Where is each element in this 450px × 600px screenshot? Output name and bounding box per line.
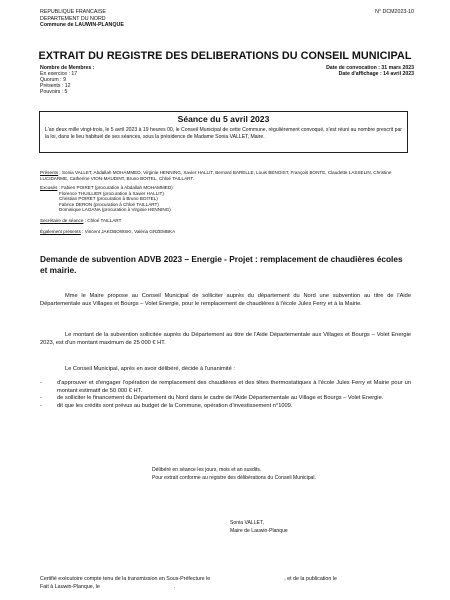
- header-commune: Commune de LAUWIN-PLANQUE: [40, 22, 124, 29]
- signature-role: Maire de Lauwin-Planque: [230, 528, 288, 534]
- egalement-line: [40, 229, 175, 235]
- header-block: [40, 9, 124, 29]
- decision-item: - dit que les crédits sont prévus au budget de la Commune, opération d'investissement n°1009.: [40, 402, 293, 409]
- excuse-item: Fabrice DERON (procuration à Chloé TAILLART): [59, 201, 159, 207]
- convocation-date: Date de convocation : 31 mars 2023: [326, 65, 414, 71]
- presents-label: Présents: [40, 170, 59, 175]
- signature-name: Sonia VALLET,: [230, 520, 264, 526]
- seance-box: [39, 111, 408, 153]
- dash-bullet-icon: -: [40, 402, 42, 409]
- excuse-item: : Fabien POIRET (procuration à Abdallah MOHAMMED): [57, 185, 173, 190]
- deliberation-reference: N° DCM2023-10: [375, 9, 414, 15]
- excuses-block: [40, 185, 173, 213]
- closing-block: [152, 466, 316, 482]
- deliberation-subject: Demande de subvention ADVB 2023 – Energie - Projet : remplacement de chaudières écoles et mairie.: [40, 254, 403, 275]
- header-departement: DEPARTEMENT DU NORD: [40, 15, 106, 22]
- members-exercice: En exercice : 17: [40, 70, 78, 77]
- footer-certification: [40, 576, 420, 592]
- footer-line-2a: Fait à Lauwin-Planque, le: [40, 583, 100, 590]
- egalement-label: Également présents: [40, 229, 81, 234]
- secretaire-line: [40, 218, 121, 224]
- document-title: EXTRAIT DU REGISTRE DES DELIBERATIONS DU CONSEIL MUNICIPAL: [38, 50, 412, 62]
- secretaire-label: Secrétaire de séance: [40, 218, 84, 223]
- members-label: Nombre de Membres :: [40, 65, 95, 71]
- closing-line-1: Délibéré en séance les jours, mois et an susdits.: [152, 467, 262, 473]
- excuse-item: Christian POIRET (procuration à Bruno BOITEL): [59, 196, 158, 202]
- presents-line: [40, 170, 415, 181]
- excuses-label: Excusés: [40, 185, 58, 190]
- members-pouvoirs: Pouvoirs : 5: [40, 88, 68, 95]
- presents-list: : Sonia VALLET, Abdallah MOHAMMED, Virginie HENNING, Xavier HALLIT, Bernard BARELLE, Louis BENOIST, François BONTE, Claudette LASSELIN, Christine LUCIDARME, Catherine VION-MAUDINT, Bruno BOITEL, Chloé TAILLART.: [40, 170, 392, 181]
- signature-block: [230, 519, 288, 535]
- decision-item: - d'approuver et d'engager l'opération de remplacement des chaudières et des têtes thermostatiques à l'école Jules Ferry et Mairie pour un montant estimatif de 50 000 € HT.: [40, 380, 411, 394]
- header-republique: REPUBLIQUE FRANCAISE: [40, 9, 106, 15]
- members-presents: Présents : 12: [40, 82, 71, 89]
- closing-line-2: Pour extrait conforme au registre des délibérations du Conseil Municipal.: [152, 475, 316, 481]
- excuse-item: Florence THUILLIER (procuration à Xavier HALLIT): [59, 190, 164, 196]
- seance-title: Séance du 5 avril 2023: [177, 114, 270, 124]
- excuse-item: Dominique LAGANA (procuration à Virginie HENNING): [59, 207, 171, 213]
- dates-block: [326, 66, 414, 78]
- paragraph-proposal: Mme le Maire propose au Conseil Municipal de solliciter auprès du département du Nord une subvention au titre de l'Aide Départementale aux Villages et Bourgs – Volet Energie, pour le remplacement de chaudières à l'école Jules Ferry et à la Mairie.: [40, 293, 411, 307]
- paragraph-amount: Le montant de la subvention sollicitée auprès du Département au titre de l'Aide Départementale aux Villages et Bourgs – Volet Energie 2023, est d'un montant maximum de 25 000 € HT.: [40, 332, 411, 346]
- paragraph-decision-intro: Le Conseil Municipal, après en avoir délibéré, décide à l'unanimité :: [65, 366, 235, 372]
- decision-list: [40, 380, 411, 410]
- member-counts: [40, 66, 94, 96]
- seance-text: L'an deux mille vingt-trois, le 5 avril 2023 à 19 heures 00, le Conseil Municipal de cette Commune, régulièrement convoqué, s'est réuni au nombre prescrit par la loi, dans le lieu habituel de ses séances, sous la présidence de Madame Sonia VALLET, Maire.: [45, 127, 402, 141]
- decision-item: - de solliciter le financement du Département du Nord dans le cadre de l'Aide Départementale au Village et Bourgs – Volet Energie.: [40, 395, 384, 402]
- dash-bullet-icon: -: [40, 380, 42, 386]
- footer-line-1a: Certifié exécutoire compte tenu de la transmission en Sous-Préfecture le: [40, 576, 211, 582]
- footer-line-1b: , et de la publication le: [284, 576, 337, 582]
- affichage-date: Date d'affichage : 14 avril 2023: [338, 70, 414, 77]
- dash-bullet-icon: -: [40, 395, 42, 402]
- footer-line-2b: .: [173, 583, 176, 590]
- members-quorum: Quorum : 9: [40, 76, 66, 83]
- secretaire-name: : Chloé TAILLART: [83, 218, 122, 223]
- egalement-names: : Vincent JAKOBOWSKI, Valéria GRZEMBKA: [80, 229, 176, 234]
